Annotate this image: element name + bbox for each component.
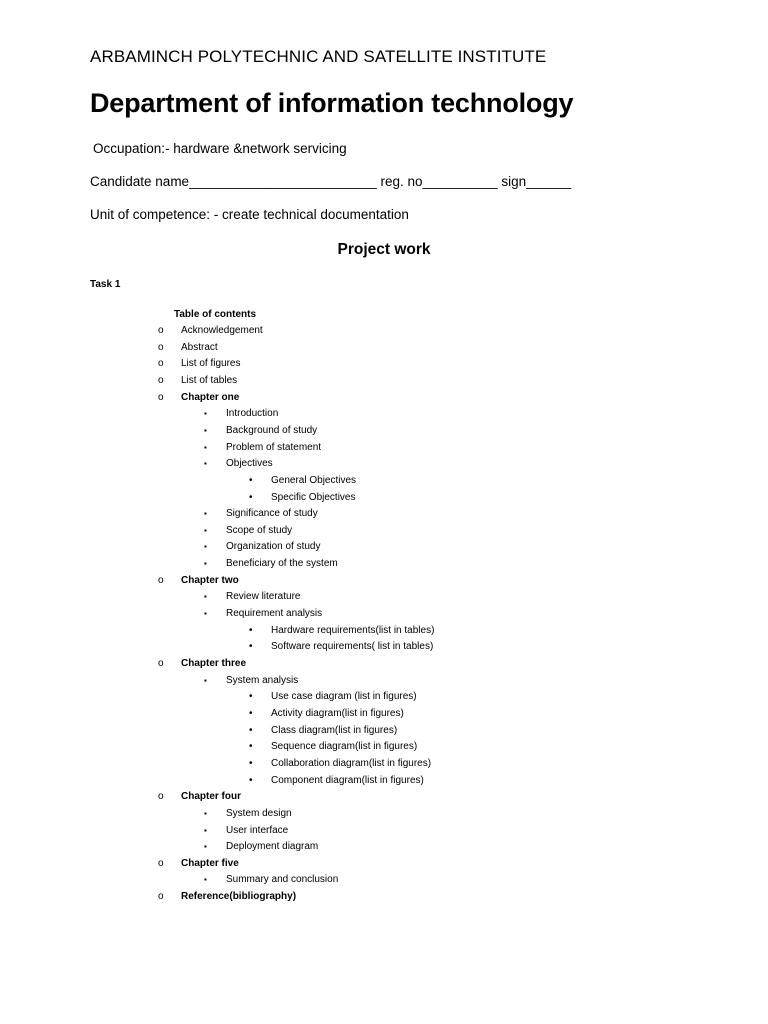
toc-item bbox=[0, 541, 768, 555]
bullet-icon: ▪ bbox=[204, 609, 207, 619]
toc-item-label: Software requirements( list in tables) bbox=[271, 641, 434, 653]
toc-item bbox=[0, 658, 768, 672]
unit-of-competence: Unit of competence: - create technical documentation bbox=[90, 207, 409, 222]
toc-item-label: Organization of study bbox=[226, 541, 321, 553]
toc-item-label: Collaboration diagram(list in figures) bbox=[271, 757, 432, 769]
toc-item bbox=[0, 508, 768, 522]
bullet-icon: ▪ bbox=[204, 675, 207, 685]
toc-item-label: Chapter two bbox=[181, 574, 239, 586]
toc-item-label: Significance of study bbox=[226, 508, 318, 520]
bullet-icon: • bbox=[249, 707, 253, 719]
bullet-icon: • bbox=[249, 724, 253, 736]
toc-item-label: System design bbox=[226, 807, 292, 819]
bullet-icon: ▪ bbox=[204, 825, 207, 835]
bullet-icon: ▪ bbox=[204, 509, 207, 519]
toc-item bbox=[0, 558, 768, 572]
toc-item bbox=[0, 725, 768, 739]
candidate-line: Candidate name_________________________ reg. no__________ sign______ bbox=[90, 174, 572, 189]
toc-item bbox=[0, 675, 768, 689]
toc-item-label: List of figures bbox=[181, 358, 241, 370]
bullet-icon: o bbox=[158, 791, 164, 803]
bullet-icon: o bbox=[158, 374, 164, 386]
toc-item-label: Problem of statement bbox=[226, 441, 322, 453]
bullet-icon: • bbox=[249, 691, 253, 703]
bullet-icon: • bbox=[249, 741, 253, 753]
bullet-icon: • bbox=[249, 757, 253, 769]
bullet-icon: ▪ bbox=[204, 592, 207, 602]
toc-item-label: Review literature bbox=[226, 591, 301, 603]
task-label: Task 1 bbox=[90, 279, 121, 290]
toc-item-label: Sequence diagram(list in figures) bbox=[271, 741, 418, 753]
bullet-icon: o bbox=[158, 358, 164, 370]
toc-item-label: Objectives bbox=[226, 458, 273, 470]
toc-item bbox=[0, 591, 768, 605]
toc-item bbox=[0, 342, 768, 356]
toc-item-label: Introduction bbox=[226, 408, 279, 420]
bullet-icon: ▪ bbox=[204, 808, 207, 818]
toc-item-label: Use case diagram (list in figures) bbox=[271, 691, 417, 703]
toc-item-label: Specific Objectives bbox=[271, 491, 356, 503]
bullet-icon: • bbox=[249, 624, 253, 636]
bullet-icon: ▪ bbox=[204, 525, 207, 535]
toc-item bbox=[0, 841, 768, 855]
bullet-icon: ▪ bbox=[204, 542, 207, 552]
toc-item bbox=[0, 691, 768, 705]
institute-name: ARBAMINCH POLYTECHNIC AND SATELLITE INSTITUTE bbox=[90, 47, 547, 66]
bullet-icon: ▪ bbox=[204, 459, 207, 469]
toc-item-label: Activity diagram(list in figures) bbox=[271, 707, 404, 719]
toc-item-label: Abstract bbox=[181, 341, 218, 353]
toc-item bbox=[0, 392, 768, 406]
toc-item bbox=[0, 858, 768, 872]
bullet-icon: o bbox=[158, 857, 164, 869]
toc-item-label: Summary and conclusion bbox=[226, 874, 339, 886]
bullet-icon: ▪ bbox=[204, 442, 207, 452]
bullet-icon: ▪ bbox=[204, 425, 207, 435]
toc-item-label: Beneficiary of the system bbox=[226, 558, 338, 570]
toc-item bbox=[0, 808, 768, 822]
toc-item-label: Reference(bibliography) bbox=[181, 891, 297, 903]
toc-item-label: Hardware requirements(list in tables) bbox=[271, 624, 435, 636]
bullet-icon: o bbox=[158, 341, 164, 353]
bullet-icon: • bbox=[249, 774, 253, 786]
toc-item-label: Chapter five bbox=[181, 857, 239, 869]
toc-item bbox=[0, 525, 768, 539]
toc-item-label: User interface bbox=[226, 824, 289, 836]
toc-item bbox=[0, 425, 768, 439]
toc-item bbox=[0, 741, 768, 755]
bullet-icon: o bbox=[158, 574, 164, 586]
occupation-line: Occupation:- hardware &network servicing bbox=[93, 141, 347, 156]
toc-item-label: General Objectives bbox=[271, 474, 357, 486]
toc-item bbox=[0, 641, 768, 655]
toc-title: Table of contents bbox=[174, 309, 257, 320]
toc-item-label: Requirement analysis bbox=[226, 608, 323, 620]
toc-item-label: Class diagram(list in figures) bbox=[271, 724, 398, 736]
toc-item-label: Scope of study bbox=[226, 524, 293, 536]
toc-item bbox=[0, 358, 768, 372]
toc-item-label: List of tables bbox=[181, 374, 238, 386]
bullet-icon: • bbox=[249, 491, 253, 503]
toc-item bbox=[0, 575, 768, 589]
bullet-icon: o bbox=[158, 391, 164, 403]
toc-item bbox=[0, 708, 768, 722]
toc-item-label: Chapter four bbox=[181, 791, 241, 803]
toc-item bbox=[0, 874, 768, 888]
bullet-icon: • bbox=[249, 641, 253, 653]
toc-item bbox=[0, 891, 768, 905]
bullet-icon: ▪ bbox=[204, 409, 207, 419]
toc-item bbox=[0, 625, 768, 639]
department-title: Department of information technology bbox=[90, 88, 574, 118]
toc-item bbox=[0, 492, 768, 506]
toc-item bbox=[0, 475, 768, 489]
bullet-icon: o bbox=[158, 325, 164, 336]
bullet-icon: • bbox=[249, 474, 253, 486]
toc-item bbox=[0, 325, 768, 339]
toc-item bbox=[0, 408, 768, 422]
toc-item bbox=[0, 375, 768, 389]
project-title: Project work bbox=[337, 241, 431, 258]
toc-item bbox=[0, 458, 768, 472]
toc-item bbox=[0, 442, 768, 456]
bullet-icon: ▪ bbox=[204, 842, 207, 852]
toc-item bbox=[0, 608, 768, 622]
bullet-icon: ▪ bbox=[204, 875, 207, 885]
toc-item-label: Chapter three bbox=[181, 658, 247, 669]
bullet-icon: o bbox=[158, 891, 164, 903]
toc-item-label: Acknowledgement bbox=[181, 325, 263, 336]
bullet-icon: ▪ bbox=[204, 559, 207, 569]
toc-item-label: Chapter one bbox=[181, 391, 240, 403]
toc-item bbox=[0, 791, 768, 805]
bullet-icon: o bbox=[158, 658, 164, 669]
toc-item-label: Deployment diagram bbox=[226, 841, 319, 853]
toc-item bbox=[0, 758, 768, 772]
toc-item bbox=[0, 825, 768, 839]
toc-item-label: Component diagram(list in figures) bbox=[271, 774, 424, 786]
toc-item bbox=[0, 775, 768, 789]
toc-item-label: System analysis bbox=[226, 674, 299, 686]
toc-item-label: Background of study bbox=[226, 424, 318, 436]
